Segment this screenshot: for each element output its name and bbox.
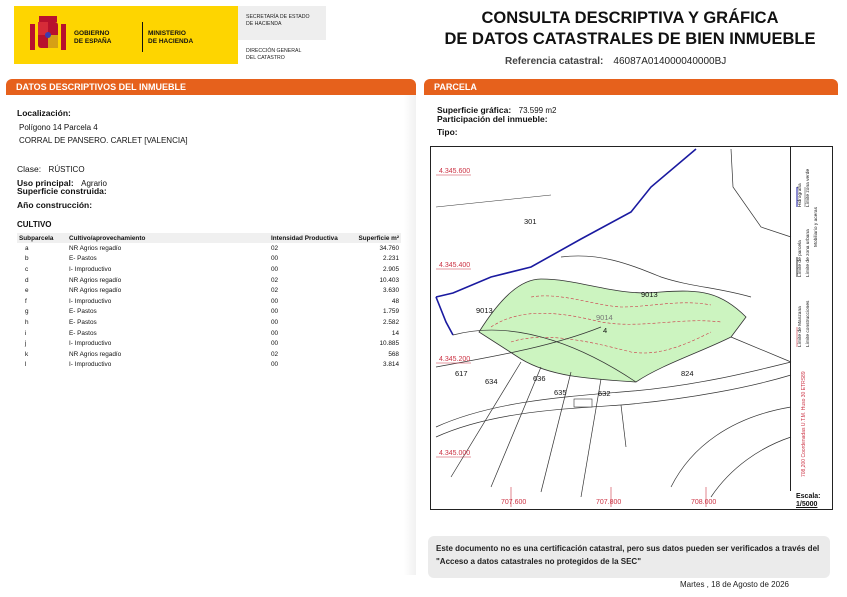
parcel-label: 632 xyxy=(598,389,611,398)
col-intensidad: Intensidad Productiva xyxy=(269,233,349,243)
cell-superficie: 34.760 xyxy=(379,244,399,252)
superficie-construida-label: Superficie construida: xyxy=(17,186,107,196)
parcel-label: 634 xyxy=(485,377,498,386)
parcel-label: 301 xyxy=(524,217,537,226)
map-scale: Escala: 1/5000 xyxy=(796,493,821,508)
table-row xyxy=(17,307,401,318)
table-row xyxy=(17,275,401,286)
legend-svg xyxy=(791,147,833,491)
page-title: CONSULTA DESCRIPTIVA Y GRÁFICA DE DATOS CATASTRALES DE BIEN INMUEBLE xyxy=(444,9,816,48)
coat-of-arms-icon xyxy=(28,12,68,58)
cell-sub: k xyxy=(25,350,29,358)
tipo-label: Tipo: xyxy=(437,127,458,137)
cell-cultivo: NR Agrios regadío xyxy=(69,287,122,295)
svg-text:Límite de parcela: Límite de parcela xyxy=(798,240,803,277)
cell-cultivo: I- Improductivo xyxy=(69,297,112,305)
parcel-label: 636 xyxy=(533,374,546,383)
cell-sub: f xyxy=(25,297,27,305)
table-row xyxy=(17,243,401,254)
cell-cultivo: E- Pastos xyxy=(69,318,97,326)
cell-intensidad: 00 xyxy=(271,297,279,305)
table-row xyxy=(17,317,401,328)
cell-intensidad: 02 xyxy=(271,244,279,252)
ref-label: Referencia catastral: xyxy=(505,56,604,67)
map-x-label: 707.600 xyxy=(501,499,527,506)
cell-intensidad: 00 xyxy=(271,255,279,263)
secretaria-line-1: SECRETARÍA DE ESTADO xyxy=(246,14,310,20)
svg-text:Mobiliario y aceras: Mobiliario y aceras xyxy=(814,207,819,247)
disclaimer-note: Este documento no es una certificación catastral, pero sus datos pueden ser verificados a través del "Acceso a datos catastrales no protegidos de la SEC" xyxy=(428,536,830,578)
cell-sub: a xyxy=(25,244,29,252)
secretaria-line-2: DE HACIENDA xyxy=(246,20,282,27)
parcel-label: 9013 xyxy=(641,290,658,299)
cell-cultivo: I- Improductivo xyxy=(69,361,112,369)
table-row xyxy=(17,338,401,349)
table-row xyxy=(17,360,401,371)
col-superficie: Superficie m² xyxy=(349,233,401,243)
cell-cultivo: NR Agrios regadío xyxy=(69,276,122,284)
cell-intensidad: 02 xyxy=(271,350,279,358)
map-y-label: 4.345.600 xyxy=(439,168,471,175)
left-panel-header: DATOS DESCRIPTIVOS DEL INMUEBLE xyxy=(6,79,416,95)
parcel-label: 824 xyxy=(681,369,694,378)
cell-sub: i xyxy=(25,329,27,337)
cell-superficie: 1.759 xyxy=(383,308,399,316)
cell-cultivo: E- Pastos xyxy=(69,329,97,337)
cell-sub: e xyxy=(25,287,29,295)
cell-sub: j xyxy=(25,340,27,348)
cell-superficie: 10.403 xyxy=(379,276,399,284)
map-x-label: 707.800 xyxy=(596,499,622,506)
cell-superficie: 2.582 xyxy=(383,318,399,326)
cell-superficie: 568 xyxy=(388,350,399,358)
uso-row: Uso principal: Agrario xyxy=(17,178,107,188)
ref-value[interactable]: 46087A014000040000BJ xyxy=(613,56,727,67)
table-header-row xyxy=(17,233,401,243)
table-row xyxy=(17,349,401,360)
svg-text:Límite de Manzana: Límite de Manzana xyxy=(798,306,803,347)
cell-superficie: 10.885 xyxy=(379,340,399,348)
localizacion-line-2: CORRAL DE PANSERO. CARLET [VALENCIA] xyxy=(19,136,188,145)
clase-row: Clase: RÚSTICO xyxy=(17,164,85,174)
map-y-label: 4.345.200 xyxy=(439,356,471,363)
cell-cultivo: E- Pastos xyxy=(69,255,97,263)
cell-cultivo: NR Agrios regadío xyxy=(69,244,122,252)
logo-divider xyxy=(142,22,143,52)
cell-intensidad: 00 xyxy=(271,265,279,273)
cell-intensidad: 00 xyxy=(271,308,279,316)
table-row xyxy=(17,254,401,265)
cell-superficie: 2.905 xyxy=(383,265,399,273)
referencia-catastral xyxy=(505,56,726,67)
cell-cultivo: I- Improductivo xyxy=(69,265,112,273)
direccion-general: DIRECCIÓN GENERAL DEL CATASTRO xyxy=(246,48,302,61)
parcel-label: 635 xyxy=(554,388,567,397)
cultivo-table xyxy=(17,233,401,370)
cell-superficie: 14 xyxy=(391,329,399,337)
participacion-label: Participación del inmueble: xyxy=(437,114,548,124)
svg-text:Límite construcciones: Límite construcciones xyxy=(806,300,811,347)
table-row xyxy=(17,285,401,296)
parcel-label: 617 xyxy=(455,369,468,378)
map-svg xyxy=(431,147,834,511)
localizacion-line-1: Polígono 14 Parcela 4 xyxy=(19,123,98,132)
parcel-label: 4 xyxy=(603,326,608,335)
cadastral-map[interactable] xyxy=(430,146,833,510)
map-y-label: 4.345.000 xyxy=(439,450,471,457)
cell-sub: c xyxy=(25,265,29,273)
cell-intensidad: 02 xyxy=(271,276,279,284)
anio-construccion-label: Año construcción: xyxy=(17,200,93,210)
hydro-line xyxy=(436,149,696,297)
gov-logo-box xyxy=(14,6,238,64)
cell-intensidad: 00 xyxy=(271,361,279,369)
cell-intensidad: 00 xyxy=(271,340,279,348)
footer-date: Martes , 18 de Agosto de 2026 xyxy=(680,580,789,589)
table-row xyxy=(17,328,401,339)
right-panel-header: PARCELA xyxy=(424,79,838,95)
table-row xyxy=(17,296,401,307)
cell-cultivo: E- Pastos xyxy=(69,308,97,316)
localizacion-label: Localización: xyxy=(17,108,71,118)
cell-intensidad: 00 xyxy=(271,318,279,326)
svg-text:708,200 Coordenadas U.T.M. Hus: 708,200 Coordenadas U.T.M. Huso 30 ETRS89 xyxy=(801,371,807,477)
cell-superficie: 48 xyxy=(391,297,399,305)
cell-sub: l xyxy=(25,361,27,369)
cell-superficie: 3.814 xyxy=(383,361,399,369)
svg-text:Hidrografía: Hidrografía xyxy=(798,183,803,207)
parcel-label: 9013 xyxy=(476,306,493,315)
parcel-4-area xyxy=(479,279,746,382)
cultivo-title: CULTIVO xyxy=(17,220,52,229)
secretaria-box xyxy=(238,6,326,40)
parcel-label: 9014 xyxy=(596,313,613,322)
cell-cultivo: NR Agrios regadío xyxy=(69,350,122,358)
cell-sub: h xyxy=(25,318,29,326)
gov-name: GOBIERNO DE ESPAÑA xyxy=(74,30,112,45)
col-subparcela: Subparcela xyxy=(17,233,67,243)
map-y-label: 4.345.400 xyxy=(439,262,471,269)
col-cultivo: Cultivo/aprovechamiento xyxy=(67,233,269,243)
ministry-name: MINISTERIO DE HACIENDA xyxy=(148,30,194,45)
map-legend xyxy=(790,147,832,491)
cell-sub: g xyxy=(25,308,29,316)
map-x-label: 708.000 xyxy=(691,499,717,506)
building-icon xyxy=(574,399,592,407)
svg-text:Límite zona verde: Límite zona verde xyxy=(806,168,811,207)
cell-sub: b xyxy=(25,255,29,263)
superficie-grafica-row: Superficie gráfica: 73.599 m2 xyxy=(437,105,557,115)
cell-cultivo: I- Improductivo xyxy=(69,340,112,348)
svg-text:Límite de zona urbana: Límite de zona urbana xyxy=(806,229,811,277)
cell-intensidad: 02 xyxy=(271,287,279,295)
cell-intensidad: 00 xyxy=(271,329,279,337)
cell-superficie: 2.231 xyxy=(383,255,399,263)
table-row xyxy=(17,264,401,275)
cell-superficie: 3.630 xyxy=(383,287,399,295)
cell-sub: d xyxy=(25,276,29,284)
